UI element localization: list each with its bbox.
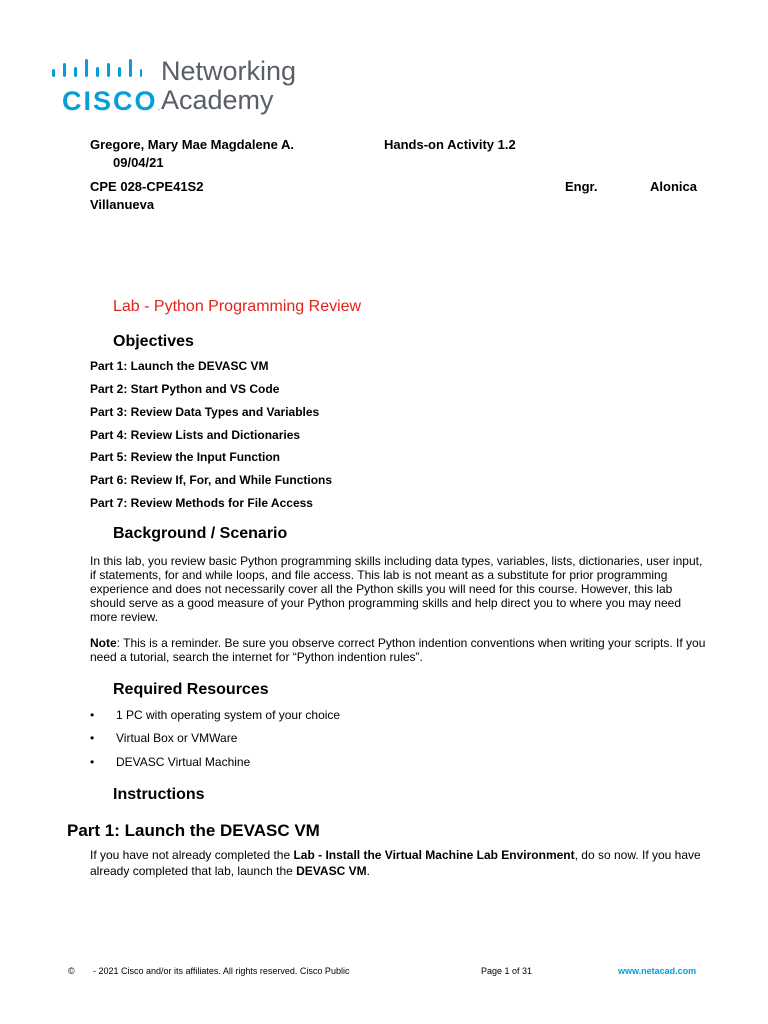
objective-item: Part 4: Review Lists and Dictionaries [90,428,301,442]
resource-item: • Virtual Box or VMWare [90,731,238,745]
cisco-bars-icon [50,56,142,82]
vm-reference: DEVASC VM [296,864,367,878]
part1-heading: Part 1: Launch the DEVASC VM [67,821,320,840]
objective-item: Part 1: Launch the DEVASC VM [90,359,269,373]
page-number: Page 1 of 31 [481,966,533,976]
bullet-icon: • [90,731,95,745]
part1-paragraph: If you have not already completed the Lab - Install the Virtual Machine Lab Environment, do so now. If you have already completed that lab, launch the DEVASC VM. [90,848,701,878]
logo-networking-text: Networking [161,56,297,86]
lab-reference: Lab - Install the Virtual Machine Lab Environment [293,848,575,862]
activity-date: 09/04/21 [113,155,164,170]
note-label: Note [90,636,117,650]
copyright-icon: © [68,966,75,976]
instructor-title: Engr. [565,179,598,194]
student-name: Gregore, Mary Mae Magdalene A. [90,137,294,152]
lab-title: Lab - Python Programming Review [113,298,362,315]
course-code: CPE 028-CPE41S2 [90,179,204,194]
note-paragraph [90,636,710,664]
resources-heading: Required Resources [113,681,269,698]
resource-item: • DEVASC Virtual Machine [90,755,251,769]
objective-item: Part 6: Review If, For, and While Functions [90,473,333,487]
objective-item: Part 7: Review Methods for File Access [90,496,313,510]
cisco-wordmark: CISCO. [62,86,161,116]
background-paragraph: In this lab, you review basic Python programming skills including data types, variables, lists, dictionaries, user input, if statements, for and while loops, and file access. This lab is not meant as a substitute for prior programming experience and does not necessarily cover all the Python skills you will need for this course. However, this lab should serve as a good measure of your Python programming skills and help direct you to where you may need more review. [90,554,703,624]
objective-item: Part 5: Review the Input Function [90,450,281,464]
bullet-icon: • [90,755,95,769]
objective-item: Part 2: Start Python and VS Code [90,382,280,396]
cisco-networking-academy-logo [50,56,310,120]
logo-academy-text: Academy [161,85,274,115]
copyright-text: - 2021 Cisco and/or its affiliates. All rights reserved. Cisco Public [93,966,350,976]
bullet-icon: • [90,708,95,722]
instructor-first-name: Alonica [650,179,697,194]
instructor-last-name: Villanueva [90,197,155,212]
activity-title: Hands-on Activity 1.2 [384,137,516,152]
netacad-link[interactable]: www.netacad.com [618,966,697,976]
note-text: : This is a reminder. Be sure you observe correct Python indention conventions when writing your scripts. If you need a tutorial, search the internet for “Python indention rules”. [90,636,706,664]
objective-item: Part 3: Review Data Types and Variables [90,405,320,419]
instructions-heading: Instructions [113,786,205,803]
resource-item: • 1 PC with operating system of your choice [90,708,341,722]
background-heading: Background / Scenario [113,525,288,542]
objectives-heading: Objectives [113,333,194,350]
